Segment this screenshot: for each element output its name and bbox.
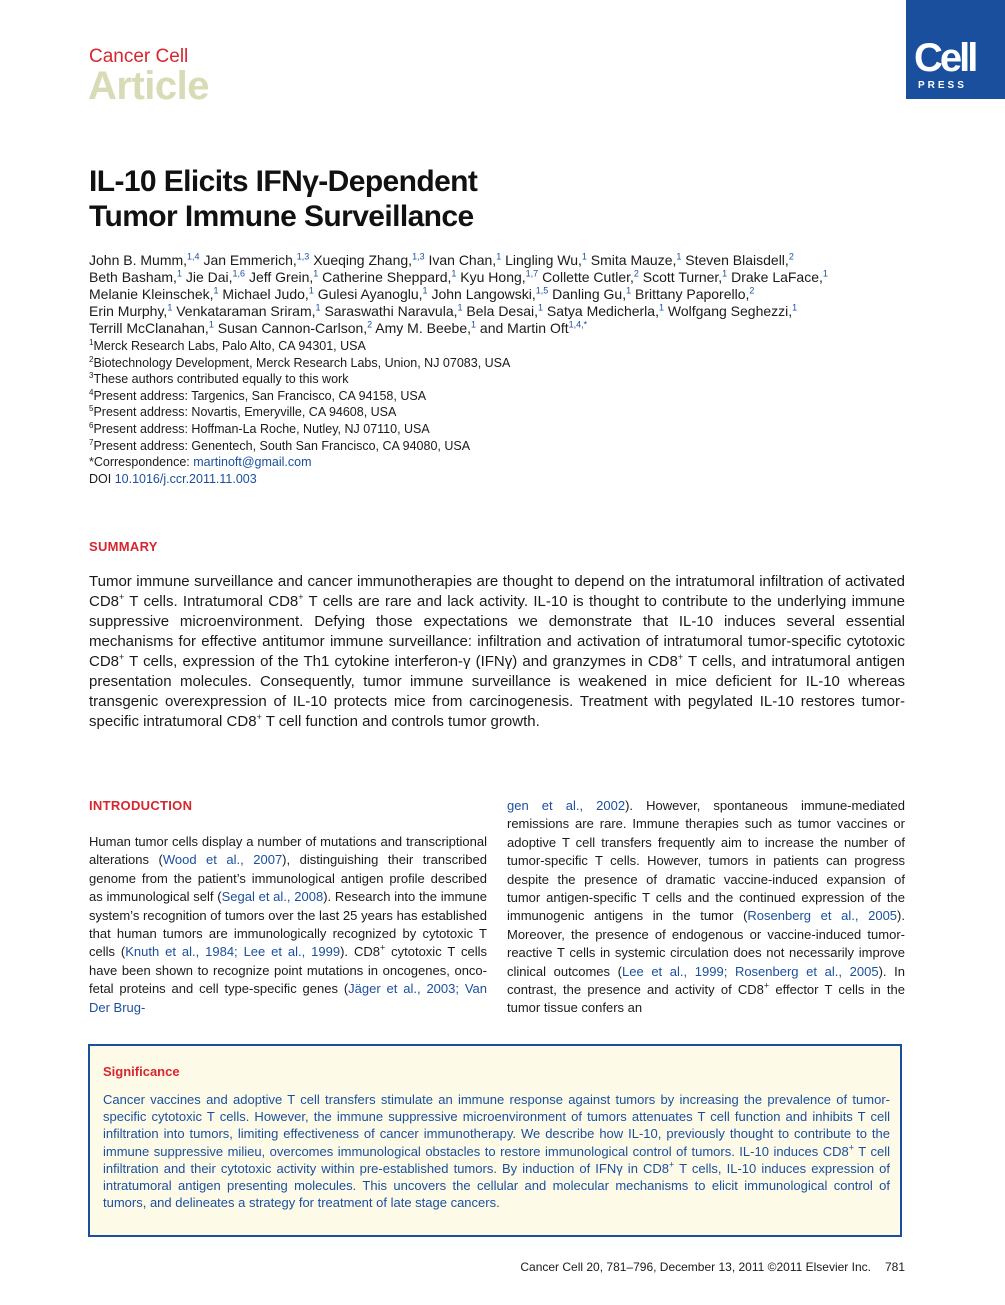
author: Saraswathi Naravula,$^1$ <box>324 302 463 319</box>
body-text: + <box>379 943 386 954</box>
citation-link[interactable]: Jäger et al., 2003; Van Der Brug- <box>89 981 488 1015</box>
author: Wolfgang Seghezzi,$^1$ <box>667 302 798 319</box>
affiliation: $^1$Merck Research Labs, Palo Alto, CA 94301, USA <box>89 337 366 353</box>
author: John Langowski,$^{1,5}$ <box>431 285 549 302</box>
doi-link[interactable]: 10.1016/j.ccr.2011.11.003 <box>114 471 257 486</box>
author: Ivan Chan,$^1$ <box>428 251 502 268</box>
affiliation: $^4$Present address: Targenics, San Francisco, CA 94158, USA <box>89 387 427 403</box>
body-text: ). However, spontaneous immune-mediated remissions are rare. Immune therapies such as tumor vaccines or adoptive T cell transfers frequently aim to increase the number of tumor-specific T cells. However, tumors in patients can progress despite the presence of dramatic vaccine-induced expansion of tumor antigen-specific T cells and the continued expression of the immunogenic antigens in the tumor ( <box>507 798 905 924</box>
author: Michael Judo,$^1$ <box>222 285 314 302</box>
journal-name: Cancer Cell <box>89 46 189 67</box>
doi <box>89 471 889 488</box>
author: Beth Basham,$^1$ <box>89 268 182 285</box>
significance-title: Significance <box>103 1064 180 1079</box>
doi-label: DOI <box>89 471 115 486</box>
article-title <box>89 164 689 234</box>
author: Jan Emmerich,$^{1,3}$ <box>203 251 310 268</box>
author: Drake LaFace,$^1$ <box>731 268 828 285</box>
body-text: effector T cells in the tumor tissue confers an <box>507 982 905 1016</box>
body-text: ). Moreover, the presence of endogenous or vaccine-induced tumor-reactive T cells in systemic circulation does not necessarily improve clinical outcomes ( <box>507 908 905 979</box>
author: Erin Murphy,$^1$ <box>89 302 173 319</box>
author: Susan Cannon-Carlson,$^2$ <box>217 319 373 336</box>
citation-link[interactable]: Wood et al., 2007 <box>162 852 283 868</box>
author: Amy M. Beebe,$^1$ <box>375 319 477 336</box>
page-number: 781 <box>884 1260 905 1274</box>
affiliations <box>89 338 889 487</box>
body-text: cytotoxic T cells have been shown to recognize point mutations in oncogenes, onco-fetal proteins and cell type-specific genes ( <box>89 944 487 997</box>
article-type: Article <box>88 64 209 108</box>
title-line-1: IL-10 Elicits IFNγ-Dependent <box>89 165 478 198</box>
correspondence-label: *Correspondence: <box>89 455 194 470</box>
introduction-heading: INTRODUCTION <box>89 798 193 813</box>
author: Catherine Sheppard,$^1$ <box>322 268 457 285</box>
citation-link[interactable]: gen et al., 2002 <box>507 798 626 813</box>
citation-link[interactable]: Segal et al., 2008 <box>221 889 324 905</box>
author: Jeff Grein,$^1$ <box>248 268 319 285</box>
affiliation: $^3$These authors contributed equally to this work <box>89 371 349 387</box>
author: Brittany Paporello,$^2$ <box>635 285 755 302</box>
logo-sub: PRESS <box>918 80 967 91</box>
footer-citation: Cancer Cell 20, 781–796, December 13, 2011 ©2011 Elsevier Inc. <box>520 1260 871 1274</box>
author: Kyu Hong,$^{1,7}$ <box>460 268 539 285</box>
author: John B. Mumm,$^{1,4}$ <box>89 251 200 268</box>
author: Jie Dai,$^{1,6}$ <box>185 268 246 285</box>
body-text: ). In contrast, the presence and activity of CD8 <box>507 963 905 998</box>
author: Melanie Kleinschek,$^1$ <box>89 285 219 302</box>
author: Scott Turner,$^1$ <box>642 268 728 285</box>
citation-link[interactable]: Rosenberg et al., 2005 <box>747 908 898 924</box>
author: Gulesi Ayanoglu,$^1$ <box>317 285 428 302</box>
title-line-2: Tumor Immune Surveillance <box>89 200 474 233</box>
cell-press-logo <box>906 0 1005 99</box>
author: Venkataraman Sriram,$^1$ <box>176 302 321 319</box>
affiliation: $^7$Present address: Genentech, South San Francisco, CA 94080, USA <box>89 437 471 453</box>
author: Satya Medicherla,$^1$ <box>546 302 664 319</box>
affiliation: $^5$Present address: Novartis, Emeryville, CA 94608, USA <box>89 404 397 420</box>
author: Bela Desai,$^1$ <box>466 302 544 319</box>
intro-left-column <box>89 833 487 1017</box>
author: Collette Cutler,$^2$ <box>542 268 639 285</box>
affiliation: $^2$Biotechnology Development, Merck Research Labs, Union, NJ 07083, USA <box>89 354 511 370</box>
intro-right-column <box>507 797 905 1018</box>
author: Lingling Wu,$^1$ <box>505 251 587 268</box>
significance-box <box>88 1044 902 1237</box>
author: Smita Mauze,$^1$ <box>590 251 682 268</box>
citation-link[interactable]: Knuth et al., 1984; Lee et al., 1999 <box>125 944 341 960</box>
summary-text: Tumor immune surveillance and cancer immunotherapies are thought to depend on the intratumoral infiltration of activated CD8+ T cells. Intratumoral CD8+ T cells are rare and lack activity. IL-10 is thought to contribute to the underlying immune suppressive microenvironment. Defying those expectations we demonstrate that IL-10 induces several essential mechanisms for effective antitumor immune surveillance: infiltration and activation of intratumoral tumor-specific cytotoxic CD8+ T cells, expression of the Th1 cytokine interferon-γ (IFNγ) and granzymes in CD8+ T cells, and intratumoral antigen presentation molecules. Consequently, tumor immune surveillance is weakened in mice deficient for IL-10 whereas transgenic overexpression of IL-10 protects mice from carcinogenesis. Treatment with pegylated IL-10 restores tumor-specific intratumoral CD8+ T cell function and controls tumor growth. <box>89 573 906 730</box>
correspondence <box>89 454 889 471</box>
body-text: ), distinguishing their transcribed genome from the patient’s immunological antigen profile described as immunological self ( <box>89 852 487 905</box>
author: Terrill McClanahan,$^1$ <box>89 319 214 336</box>
author: Danling Gu,$^1$ <box>552 285 632 302</box>
body-text: + <box>763 980 770 991</box>
body-text: Human tumor cells display a number of mutations and transcriptional alterations ( <box>89 834 487 868</box>
page-footer <box>483 1260 905 1274</box>
logo-word: Cell <box>914 36 976 80</box>
correspondence-email[interactable]: martinoft@gmail.com <box>193 455 312 470</box>
body-text: ). Research into the immune system’s recognition of tumors over the last 25 years has established that human tumors are immunologically recognized by cytotoxic T cells ( <box>89 889 487 960</box>
citation-link[interactable]: Lee et al., 1999; Rosenberg et al., 2005 <box>621 963 879 979</box>
author-list <box>89 252 909 337</box>
significance-text: Cancer vaccines and adoptive T cell transfers stimulate an immune response against tumors by increasing the prevalence of tumor-specific cytotoxic T cells. However, the immune suppressive microenvironment of tumors attenuates T cell function and inhibits T cell infiltration into tumors, limiting effectiveness of cancer immunotherapy. We describe how IL-10, previously thought to contribute to the immune suppressive milieu, overcomes immunological obstacles to restore immunological control of tumors. IL-10 induces CD8+ T cell infiltration and their cytotoxic activity within pre-established tumors. By induction of IFNγ in CD8+ T cells, IL-10 induces expression of intratumoral antigen presenting molecules. This uncovers the cellular and molecular mechanisms to elicit immunological control of tumors, and delineates a strategy for treatment of late stage cancers. <box>103 1092 891 1211</box>
author: Steven Blaisdell,$^2$ <box>685 251 794 268</box>
summary-heading: SUMMARY <box>89 539 158 554</box>
body-text: ). CD8 <box>340 944 380 960</box>
affiliation: $^6$Present address: Hoffman-La Roche, Nutley, NJ 07110, USA <box>89 420 430 436</box>
author: and Martin Oft$^{1,4,*}$ <box>479 319 588 336</box>
author: Xueqing Zhang,$^{1,3}$ <box>313 251 425 268</box>
